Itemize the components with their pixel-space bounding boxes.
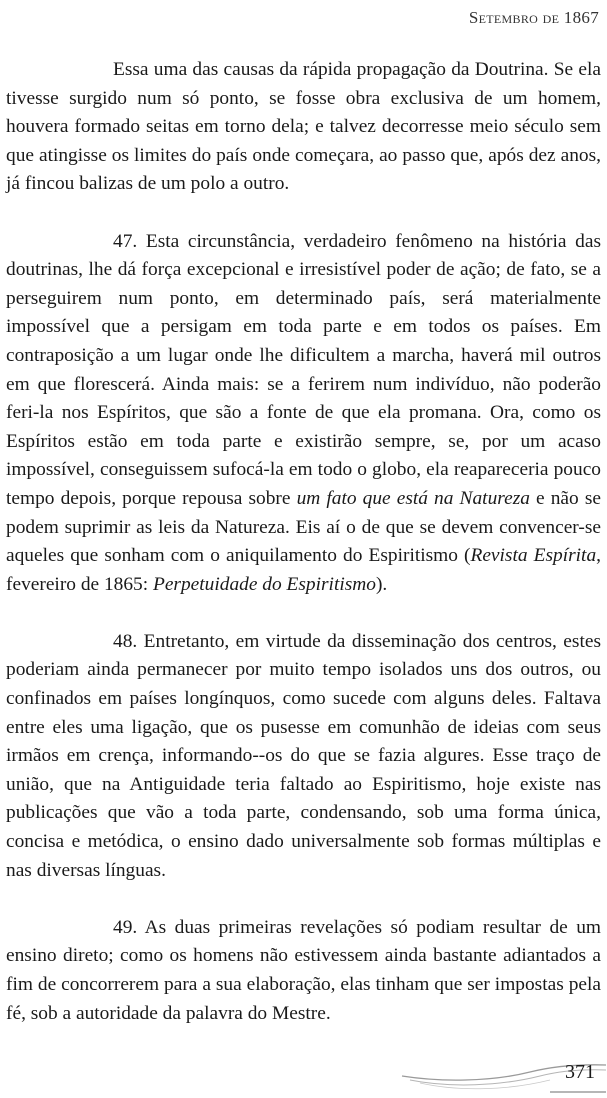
italic-phrase: um fato que está na Natureza — [296, 487, 530, 509]
text-run: e não se podem suprimir as leis da Natureza. Eis aí o de que se devem convencer-se aqueles que sonham com o aniquilamento do Espiritismo ( — [6, 487, 601, 567]
running-header: Setembro de 1867 — [468, 8, 599, 27]
paragraph-48 — [6, 628, 601, 885]
text-run: 48. Entretanto, em virtude da disseminação dos centros, estes poderiam ainda permanecer por muito tempo isolados uns dos outros, ou confinados em países longínquos, como sucede com alguns deles. Faltava entre eles uma ligação, que os pusesse em comunhão de ideias com seus irmãos em crença, informando--os do que se fazia algures. Esse traço de união, que na Antiguidade teria faltado ao Espiritismo, hoje existe nas publicações que vão a toda parte, condensando, sob uma forma única, concisa e metódica, o ensino dado universalmente sob formas múltiplas e nas diversas línguas. — [6, 630, 601, 881]
text-run: 47. Esta circunstância, verdadeiro fenômeno na história das doutrinas, lhe dá força excepcional e irresistível poder de ação; de fato, se a perseguirem num ponto, em determinado país, será materialmente impossível que a persigam em toda parte e em todos os países. Em contraposição a um lugar onde lhe dificultem a marcha, haverá mil outros em que florescerá. Ainda mais: se a ferirem num indivíduo, não poderão feri-la nos Espíritos, que são a fonte de que ela promana. Ora, como os Espíritos estão em toda parte e existirão sempre, se, por um acaso impossível, conseguissem sufocá-la em todo o globo, ela reapareceria pouco tempo depois, porque repousa sobre — [6, 230, 601, 509]
italic-phrase: Perpetuidade do Espiritismo — [152, 573, 376, 595]
text-run: , fevereiro de 1865: — [6, 545, 601, 595]
page-number: 371 — [565, 1061, 595, 1083]
italic-phrase: Revista Espírita — [470, 545, 597, 567]
text-run: Essa uma das causas da rápida propagação da Doutrina. Se ela tivesse surgido num só ponto, se fosse obra exclusiva de um homem, houvera formado seitas em torno dela; e talvez decorresse meio século sem que atingisse os limites do país onde começara, ao passo que, após dez anos, já fincou balizas de um polo a outro. — [6, 59, 601, 195]
text-run: 49. As duas primeiras revelações só podiam resultar de um ensino direto; como os homens não estivessem ainda bastante adiantados a fim de concorrerem para a sua elaboração, elas tinham que ser impostas pela fé, sob a autoridade da palavra do Mestre. — [6, 916, 601, 1024]
paragraph-47 — [6, 228, 601, 600]
body-text — [6, 56, 601, 1057]
text-run: ). — [375, 573, 388, 595]
paragraph-49 — [6, 914, 601, 1028]
paragraph-intro — [6, 56, 601, 199]
